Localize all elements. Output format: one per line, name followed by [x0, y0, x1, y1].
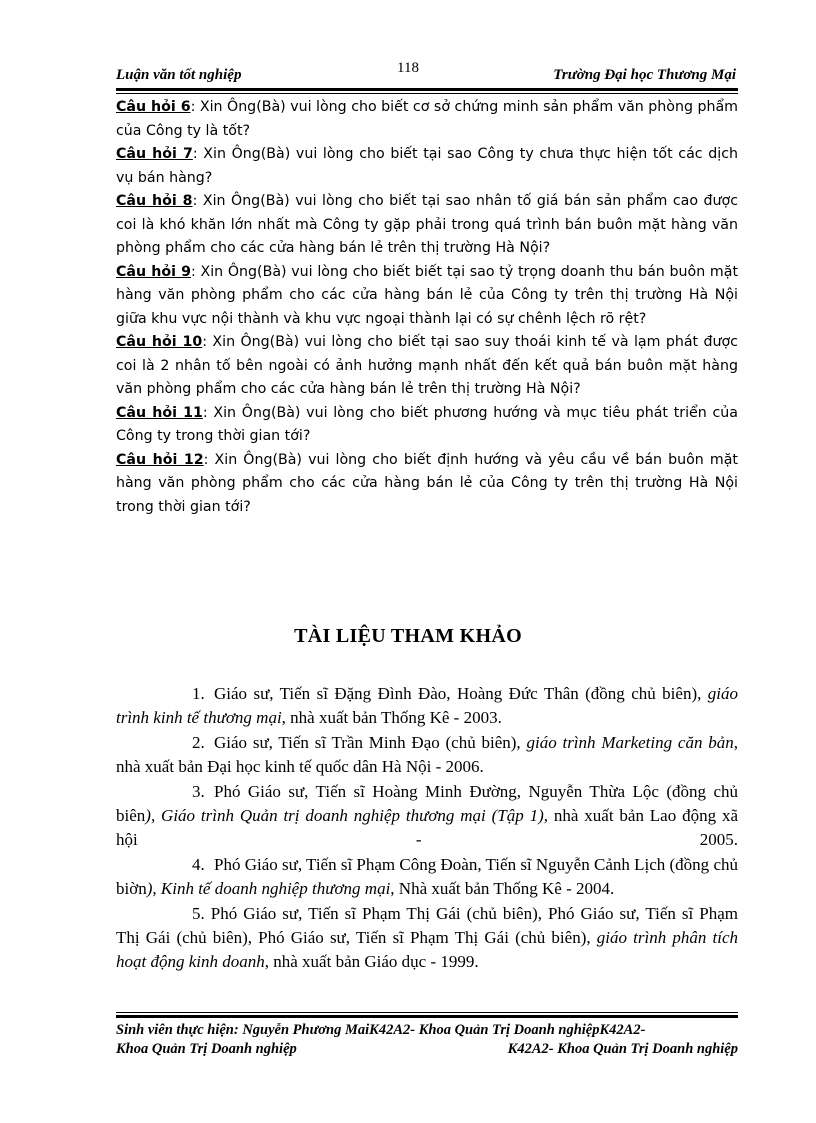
- question-label: Câu hỏi 8: [116, 193, 193, 209]
- question-label: Câu hỏi 11: [116, 404, 203, 421]
- footer-student-line: Sinh viên thực hiện: Nguyễn Phương MaiK42A2- Khoa Quản Trị Doanh nghiệpK42A2-: [116, 1022, 646, 1038]
- question-text: : Xin Ông(Bà) vui lòng cho biết tại sao nhân tố giá bán sản phẩm cao được coi là khó khăn lớn nhất mà Công ty gặp phải trong quá trình bán buôn mặt hàng văn phòng phẩm cho các cửa hàng bán lẻ trên thị trường Hà Nội?: [116, 193, 738, 256]
- footer-rule-thick: [116, 1015, 738, 1018]
- question-text: : Xin Ông(Bà) vui lòng cho biết cơ sở chứng minh sản phẩm văn phòng phẩm của Công ty là tốt?: [116, 99, 738, 139]
- question-label: Câu hỏi 9: [116, 263, 191, 280]
- reference-item: [116, 682, 738, 730]
- reference-authors: Phó Giáo sư, Tiến sĩ Phạm Thị Gái (chủ biên), Phó Giáo sư, Tiến sĩ Phạm Thị Gái (chủ biên), Phó Giáo sư, Tiến sĩ Phạm Thị Gái (chủ biên),: [116, 904, 738, 947]
- question-item: [116, 261, 738, 332]
- reference-title: ), Giáo trình Quản trị doanh nghiệp thương mại (Tập 1): [145, 806, 544, 825]
- footer-faculty-left: Khoa Quản Trị Doanh nghiệp: [116, 1041, 297, 1057]
- question-list: [116, 96, 738, 519]
- reference-item: [116, 780, 738, 852]
- reference-number: 2.: [192, 733, 205, 752]
- references-heading: TÀI LIỆU THAM KHẢO: [294, 625, 522, 647]
- reference-list: [116, 682, 738, 975]
- header-thesis-label: Luận văn tốt nghiệp: [116, 67, 242, 83]
- header-university-label: Trường Đại học Thương Mại: [553, 67, 736, 83]
- reference-title: giáo trình Marketing căn bản: [526, 733, 734, 752]
- reference-title: giáo trình kinh tế thương mại: [116, 684, 738, 727]
- reference-number: 4.: [192, 855, 205, 874]
- header-rule-thin: [116, 93, 738, 94]
- reference-number: 3.: [192, 782, 205, 801]
- reference-publisher: , nhà xuất bản Giáo dục - 1999.: [264, 952, 479, 971]
- question-item: [116, 96, 738, 143]
- reference-publisher: , nhà xuất bản Đại học kinh tế quốc dân Hà Nội - 2006.: [116, 733, 738, 776]
- footer-rule-thin: [116, 1012, 738, 1013]
- reference-authors: Giáo sư, Tiến sĩ Đặng Đình Đào, Hoàng Đức Thân (đồng chủ biên),: [214, 684, 708, 703]
- reference-number: 1.: [192, 684, 205, 703]
- question-item: [116, 190, 738, 261]
- question-text: : Xin Ông(Bà) vui lòng cho biết tại sao suy thoái kinh tế và lạm phát được coi là 2 nhân tố bên ngoài có ảnh hưởng mạnh nhất đến kết quả bán buôn mặt hàng văn phòng phẩm cho các cửa hàng bán lẻ trên thị trường Hà Nội?: [116, 334, 738, 397]
- reference-publisher: , Nhà xuất bản Thống Kê - 2004.: [390, 879, 615, 898]
- question-label: Câu hỏi 7: [116, 146, 193, 162]
- reference-publisher: , nhà xuất bản Thống Kê - 2003.: [281, 708, 502, 727]
- page-number: 118: [397, 60, 419, 76]
- reference-publisher: , nhà xuất bản Lao động xã hội - 2005.: [116, 806, 738, 849]
- question-text: : Xin Ông(Bà) vui lòng cho biết biết tại sao tỷ trọng doanh thu bán buôn mặt hàng văn phòng phẩm cho các cửa hàng bán lẻ của Công ty trên thị trường Hà Nội giữa khu vực nội thành và khu vực ngoại thành lại có sự chênh lệch rõ rệt?: [116, 263, 739, 327]
- question-item: [116, 143, 738, 190]
- question-text: : Xin Ông(Bà) vui lòng cho biết tại sao Công ty chưa thực hiện tốt các dịch vụ bán hàng?: [116, 146, 739, 186]
- reference-title: giáo trình phân tích hoạt động kinh doanh: [116, 928, 738, 971]
- question-item: [116, 449, 738, 520]
- question-item: [116, 402, 738, 449]
- question-text: : Xin Ông(Bà) vui lòng cho biết phương hướng và mục tiêu phát triển của Công ty trong thời gian tới?: [116, 404, 738, 444]
- footer-faculty-line: [116, 1041, 738, 1058]
- question-label: Câu hỏi 12: [116, 451, 204, 468]
- reference-item: [116, 902, 738, 974]
- question-item: [116, 331, 738, 402]
- footer-faculty-right: K42A2- Khoa Quản Trị Doanh nghiệp: [507, 1041, 738, 1057]
- reference-authors: Giáo sư, Tiến sĩ Trần Minh Đạo (chủ biên),: [214, 733, 527, 752]
- reference-number: 5.: [192, 904, 205, 923]
- reference-authors: Phó Giáo sư, Tiến sĩ Hoàng Minh Đường, Nguyễn Thừa Lộc (đồng chủ biên: [116, 782, 738, 825]
- reference-authors: Phó Giáo sư, Tiến sĩ Phạm Công Đoàn, Tiến sĩ Nguyễn Cảnh Lịch (đồng chủ biờn: [116, 855, 738, 898]
- reference-item: [116, 731, 738, 779]
- question-text: : Xin Ông(Bà) vui lòng cho biết định hướng và yêu cầu về bán buôn mặt hàng văn phòng phẩm cho các cửa hàng bán lẻ của Công ty trên thị trường Hà Nội trong thời gian tới?: [116, 451, 738, 515]
- reference-item: [116, 853, 738, 901]
- question-label: Câu hỏi 6: [116, 99, 191, 115]
- header-rule-thick: [116, 88, 738, 91]
- reference-title: ), Kinh tế doanh nghiệp thương mại: [146, 879, 391, 898]
- question-label: Câu hỏi 10: [116, 334, 203, 350]
